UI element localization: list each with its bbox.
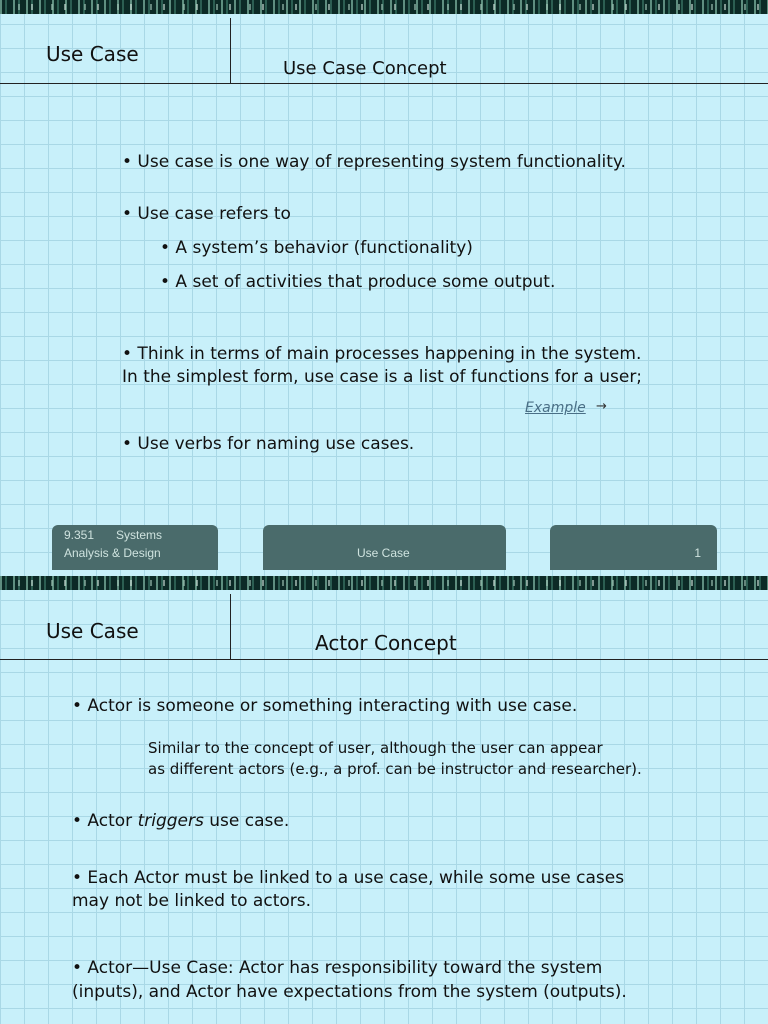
bullet-processes-line2: In the simplest form, use case is a list of functions for a user; — [122, 367, 643, 387]
subbullet-activities: • A set of activities that produce some output. — [160, 272, 556, 292]
footer-course-number: 9.351 — [64, 528, 95, 542]
bullet-linked-line2: may not be linked to actors. — [72, 891, 312, 911]
bullet-responsibility-line1: • Actor—Use Case: Actor has responsibility toward the system — [72, 958, 603, 978]
footer-topic-label: Use Case — [357, 546, 410, 560]
title-divider-horizontal — [0, 83, 768, 84]
slide-title: Use Case Concept — [283, 58, 447, 79]
title-divider-horizontal — [0, 659, 768, 660]
example-link[interactable]: Example — [525, 400, 586, 416]
section-label: Use Case — [46, 42, 139, 66]
subbullet-behavior: • A system’s behavior (functionality) — [160, 238, 473, 258]
note-line1: Similar to the concept of user, although the user can appear — [148, 739, 603, 757]
bullet-actor-definition: • Actor is someone or something interacting with use case. — [72, 696, 578, 716]
bullet-processes-line1: • Think in terms of main processes happening in the system. — [122, 344, 642, 364]
section-label: Use Case — [46, 619, 139, 643]
circuit-header-strip — [0, 576, 768, 590]
footer-page — [550, 525, 717, 570]
bullet-actor-triggers: • Actor triggers use case. — [72, 811, 290, 831]
bullet-verbs: • Use verbs for naming use cases. — [122, 434, 415, 454]
right-arrow-icon: → — [596, 399, 607, 414]
bullet-functionality: • Use case is one way of representing system functionality. — [122, 152, 626, 172]
circuit-header-strip — [0, 0, 768, 14]
footer-course — [52, 525, 218, 570]
note-line2: as different actors (e.g., a prof. can be instructor and researcher). — [148, 760, 642, 778]
slide-title: Actor Concept — [315, 631, 457, 655]
footer-page-number: 1 — [694, 546, 701, 560]
footer-topic — [263, 525, 506, 570]
slide-actor-concept — [0, 576, 768, 1024]
title-divider-vertical — [230, 594, 231, 660]
title-divider-vertical — [230, 18, 231, 84]
bullet-linked-line1: • Each Actor must be linked to a use case, while some use cases — [72, 868, 625, 888]
footer-course-line2: Analysis & Design — [64, 546, 161, 560]
bullet-responsibility-line2: (inputs), and Actor have expectations from the system (outputs). — [72, 982, 627, 1002]
footer-course-word: Systems — [116, 528, 163, 542]
bullet-refers-to: • Use case refers to — [122, 204, 291, 224]
